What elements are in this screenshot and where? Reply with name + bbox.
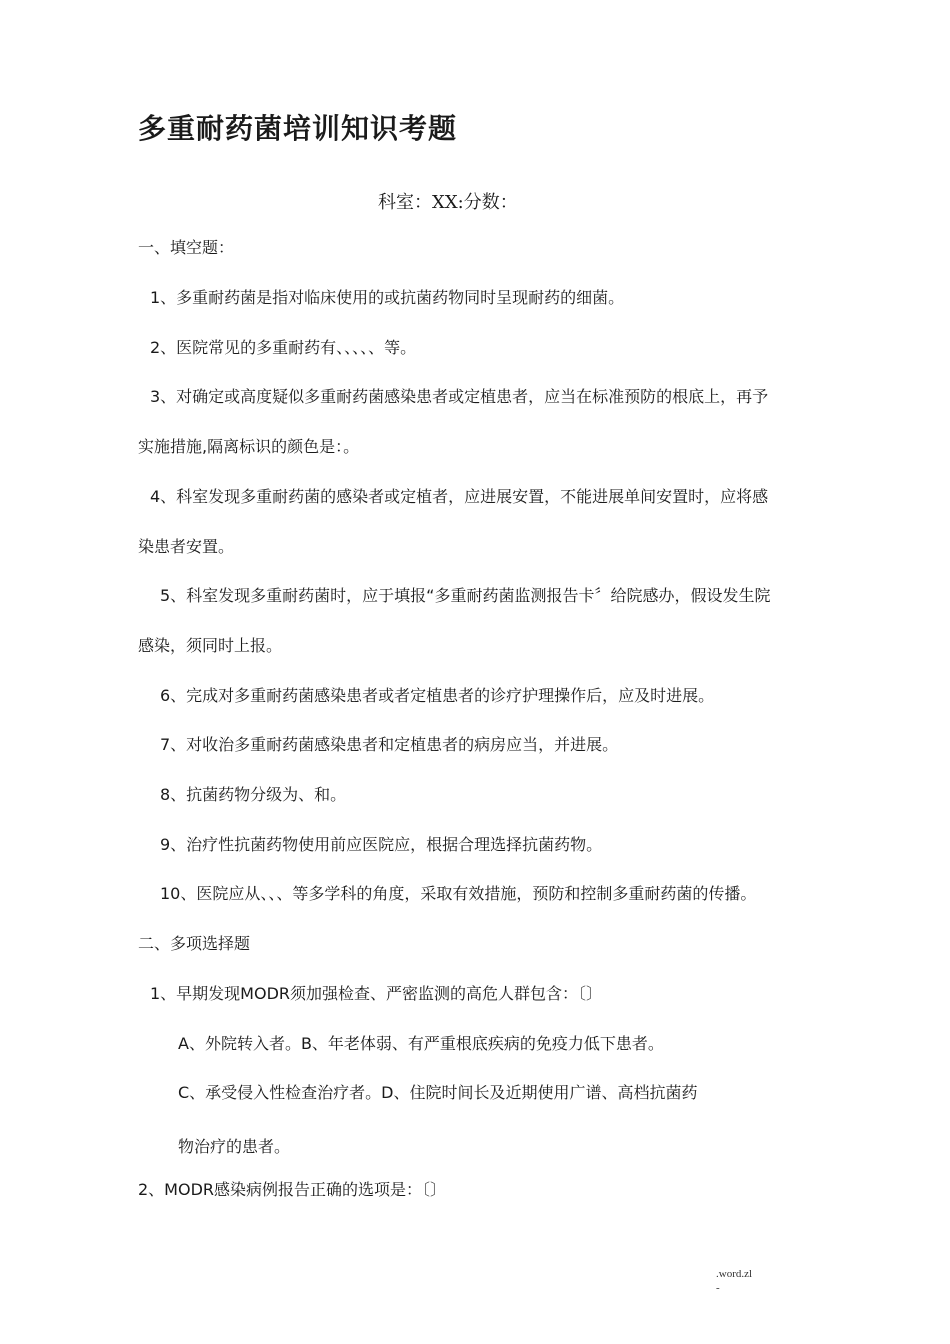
question-line: 染患者安置。 <box>138 537 235 556</box>
question-line: 2、MODR感染病例报告正确的选项是：〔〕 <box>138 1180 447 1199</box>
question-line: 感染，须同时上报。 <box>138 636 283 655</box>
option-line: 物治疗的患者。 <box>178 1137 291 1156</box>
option-line: C、承受侵入性检查治疗者。D、住院时间长及近期使用广谱、高档抗菌药 <box>178 1083 698 1102</box>
question-line: 9、治疗性抗菌药物使用前应医院应，根据合理选择抗菌药物。 <box>160 835 603 854</box>
question-line: 8、抗菌药物分级为、和。 <box>160 785 347 804</box>
question-line: 1、早期发现MODR须加强检查、严密监测的高危人群包含：〔〕 <box>150 984 603 1003</box>
section-heading-fill-blank: 一、填空题： <box>138 238 235 257</box>
section-heading-multiple-choice: 二、多项选择题 <box>138 934 251 953</box>
question-line: 6、完成对多重耐药菌感染患者或者定植患者的诊疗护理操作后，应及时进展。 <box>160 686 715 705</box>
footer-dash: - <box>716 1282 720 1294</box>
question-line: 4、科室发现多重耐药菌的感染者或定植者，应进展安置，不能进展单间安置时，应将感 <box>150 487 769 506</box>
question-line: 3、对确定或高度疑似多重耐药菌感染患者或定植患者，应当在标准预防的根底上，再予 <box>150 387 769 406</box>
option-line: A、外院转入者。B、年老体弱、有严重根底疾病的免疫力低下患者。 <box>178 1034 664 1053</box>
footer-text: .word.zl <box>716 1268 753 1280</box>
question-line: 1、多重耐药菌是指对临床使用的或抗菌药物同时呈现耐药的细菌。 <box>150 288 625 307</box>
question-line: 5、科室发现多重耐药菌时，应于填报“多重耐药菌监测报告卡〞给院感办，假设发生院 <box>160 586 771 605</box>
question-line: 7、对收治多重耐药菌感染患者和定植患者的病房应当，并进展。 <box>160 735 619 754</box>
department-score-line: 科室：XX:分数： <box>378 192 518 213</box>
question-line: 10、医院应从、、、等多学科的角度，采取有效措施，预防和控制多重耐药菌的传播。 <box>160 884 757 903</box>
question-line: 实施措施,隔离标识的颜色是：。 <box>138 437 360 456</box>
page-title: 多重耐药菌培训知识考题 <box>138 112 458 145</box>
question-line: 2、医院常见的多重耐药有、、、、、等。 <box>150 338 417 357</box>
